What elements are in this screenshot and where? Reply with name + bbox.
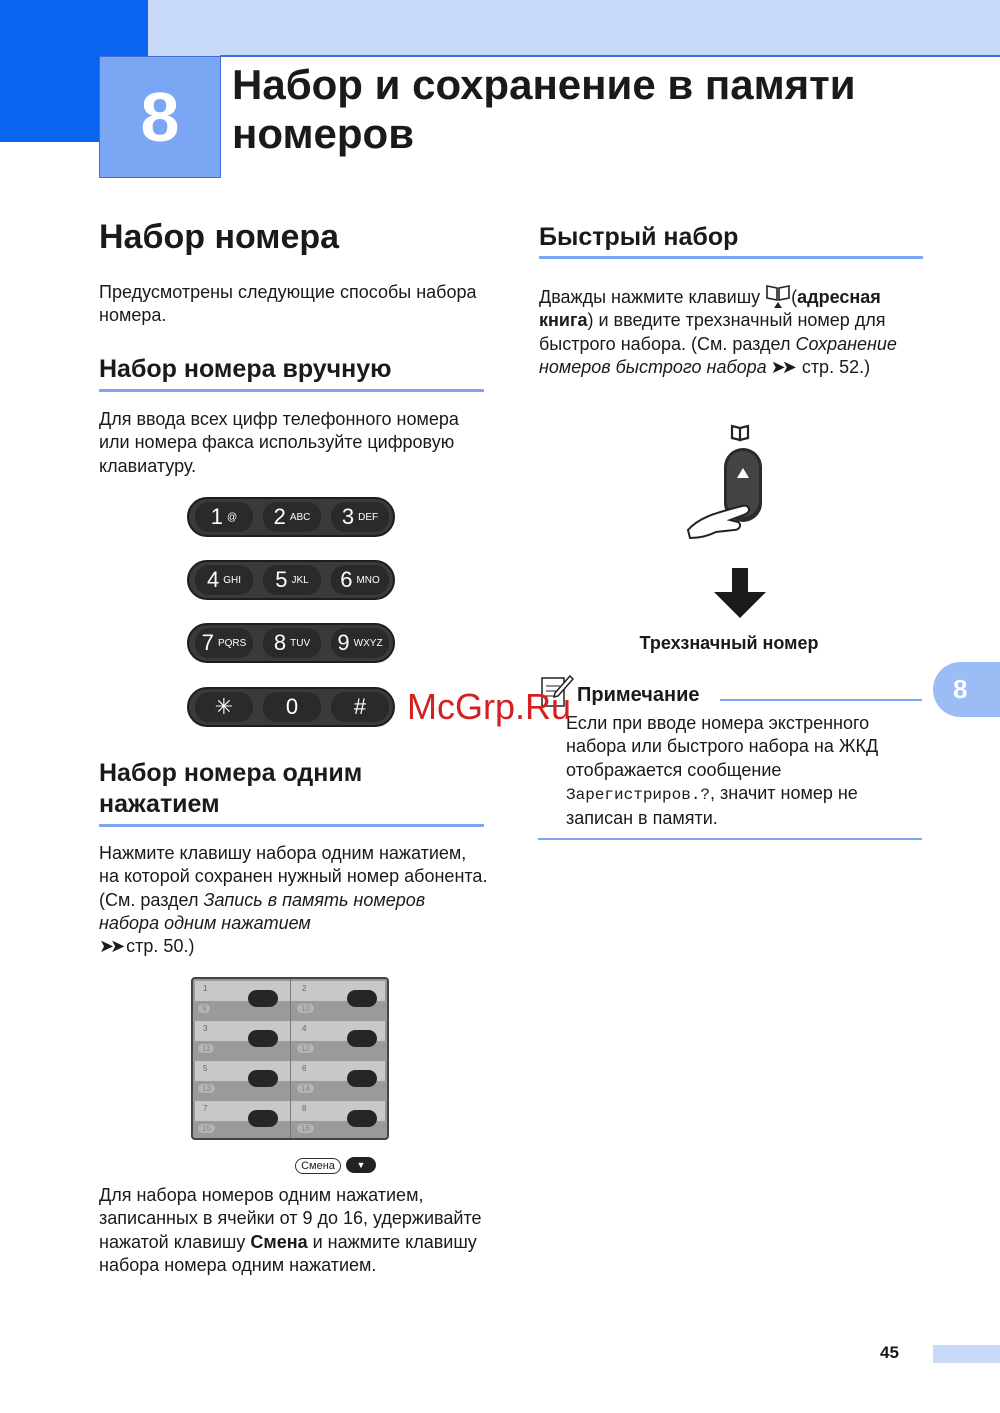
one-touch-button[interactable]	[347, 1110, 377, 1127]
key-number: 2	[273, 504, 286, 529]
one-touch-button[interactable]	[347, 1030, 377, 1047]
keypad-key[interactable]	[195, 692, 253, 722]
page-number-bar	[933, 1345, 1000, 1363]
header-band	[0, 0, 1000, 56]
one-touch-divider	[290, 979, 291, 1138]
shift-key-label: Смена	[295, 1158, 341, 1174]
keypad-key[interactable]	[331, 565, 389, 595]
one-touch-button[interactable]	[347, 990, 377, 1007]
page-title: Набор и сохранение в памяти номеров	[232, 61, 856, 157]
speed-dial-illustration	[680, 420, 800, 630]
keypad-key[interactable]	[195, 565, 253, 595]
one-touch-label: 2	[302, 984, 307, 993]
keypad-key[interactable]	[263, 565, 321, 595]
keypad-row	[187, 687, 395, 727]
keypad-key[interactable]	[263, 628, 321, 658]
onetouch-shift-text: Для набора номеров одним нажатием, записанных в ячейки от 9 до 16, удерживайте нажатой клавишу Смена и нажмите клавишу набора номера одним нажатием.	[99, 1185, 482, 1275]
keypad-key[interactable]	[331, 692, 389, 722]
one-touch-panel	[191, 977, 389, 1140]
arrow-icon: ➤➤	[99, 936, 122, 957]
speed-dial-rule	[539, 256, 923, 259]
one-touch-button[interactable]	[248, 1070, 278, 1087]
arrow-icon: ➤➤	[770, 356, 793, 377]
page-number: 45	[880, 1343, 899, 1362]
key-letters: TUV	[290, 637, 311, 649]
onetouch-title: Набор номера одним нажатием	[99, 759, 363, 818]
key-number: 0	[285, 694, 299, 719]
speed-dial-title: Быстрый набор	[539, 223, 739, 251]
key-letters: GHI	[223, 574, 242, 586]
key-number: #	[353, 694, 367, 719]
book-icon	[732, 426, 748, 440]
key-letters: PQRS	[217, 637, 247, 649]
one-touch-shift-label: 14	[297, 1084, 314, 1093]
key-letters: @	[227, 511, 238, 523]
speed-dial-text: Дважды нажмите клавишу (адресная книга) и введите трехзначный номер для быстрого набора. (См. раздел Сохранение номеров быстрого набора ➤➤ стр. 52.)	[539, 283, 929, 379]
one-touch-label: 4	[302, 1024, 307, 1033]
keypad-key[interactable]	[195, 628, 253, 658]
watermark: McGrp.Ru	[407, 686, 572, 727]
key-number: 4	[206, 567, 220, 592]
manual-text: Для ввода всех цифр телефонного номера или номера факса используйте цифровую клавиатуру.	[99, 409, 459, 476]
onetouch-link[interactable]: Запись в память номеров набора одним нажатием	[99, 889, 426, 933]
title-rule	[220, 55, 1000, 57]
speed-dial-link[interactable]: Сохранение номеров быстрого набора	[539, 333, 897, 377]
key-number: 8	[273, 630, 287, 655]
one-touch-shift-label: 13	[198, 1084, 215, 1093]
one-touch-button[interactable]	[248, 1110, 278, 1127]
one-touch-label: 6	[302, 1064, 307, 1073]
keypad-key[interactable]	[331, 628, 389, 658]
one-touch-label: 3	[203, 1024, 208, 1033]
one-touch-label: 8	[302, 1104, 307, 1113]
speed-dial-caption: Трехзначный номер	[639, 633, 819, 653]
one-touch-label: 7	[203, 1104, 208, 1113]
manual-rule	[99, 389, 484, 392]
keypad-key[interactable]	[263, 502, 321, 532]
chapter-number: 8	[99, 56, 221, 178]
one-touch-shift-label: 11	[198, 1044, 214, 1053]
key-number: 9	[337, 630, 350, 655]
keypad-row	[187, 623, 395, 663]
keypad-key[interactable]	[331, 502, 389, 532]
address-book-icon	[765, 283, 791, 309]
keypad-key[interactable]	[263, 692, 321, 722]
one-touch-shift-label: 16	[297, 1124, 314, 1133]
key-letters: JKL	[291, 574, 309, 586]
one-touch-shift-label: 15	[198, 1124, 215, 1133]
keypad-key[interactable]	[195, 502, 253, 532]
key-letters: ABC	[289, 511, 311, 523]
note-text: Если при вводе номера экстренного набора или быстрого набора на ЖКД отображается сообщение Зарегистриров.?, значит номер не записан в памяти.	[566, 713, 879, 829]
lcd-message: Зарегистриров.?	[566, 785, 711, 804]
keypad-row	[187, 560, 395, 600]
key-letters: MNO	[356, 574, 380, 586]
key-number: ✳	[214, 694, 234, 719]
one-touch-shift-label: 9	[198, 1004, 210, 1013]
onetouch-rule	[99, 824, 484, 827]
key-number: 6	[340, 567, 353, 592]
key-letters: WXYZ	[353, 637, 383, 649]
one-touch-shift-label: 12	[297, 1044, 314, 1053]
one-touch-label: 5	[203, 1064, 208, 1073]
key-letters: DEF	[358, 511, 379, 523]
one-touch-label: 1	[203, 984, 208, 993]
intro-text: Предусмотрены следующие способы набора номера.	[99, 282, 477, 326]
one-touch-button[interactable]	[347, 1070, 377, 1087]
shift-button-icon: ▼	[346, 1157, 376, 1173]
note-title: Примечание	[577, 684, 700, 706]
key-number: 7	[201, 630, 214, 655]
onetouch-text: Нажмите клавишу набора одним нажатием, на которой сохранен нужный номер абонента. (См. раздел Запись в память номеров набора одним нажатием ➤➤ стр. 50.)	[99, 843, 488, 957]
chapter-side-tab[interactable]: 8	[933, 662, 1000, 717]
one-touch-shift-label: 10	[297, 1004, 314, 1013]
note-rule	[720, 699, 922, 701]
key-number: 1	[210, 504, 224, 529]
finger-icon	[688, 506, 749, 538]
manual-title: Набор номера вручную	[99, 355, 392, 383]
down-arrow-icon	[714, 592, 766, 618]
section-title: Набор номера	[99, 218, 340, 256]
key-number: 5	[275, 567, 288, 592]
one-touch-button[interactable]	[248, 990, 278, 1007]
one-touch-button[interactable]	[248, 1030, 278, 1047]
note-bottom-rule	[538, 838, 922, 840]
keypad-row	[187, 497, 395, 537]
key-number: 3	[341, 504, 355, 529]
